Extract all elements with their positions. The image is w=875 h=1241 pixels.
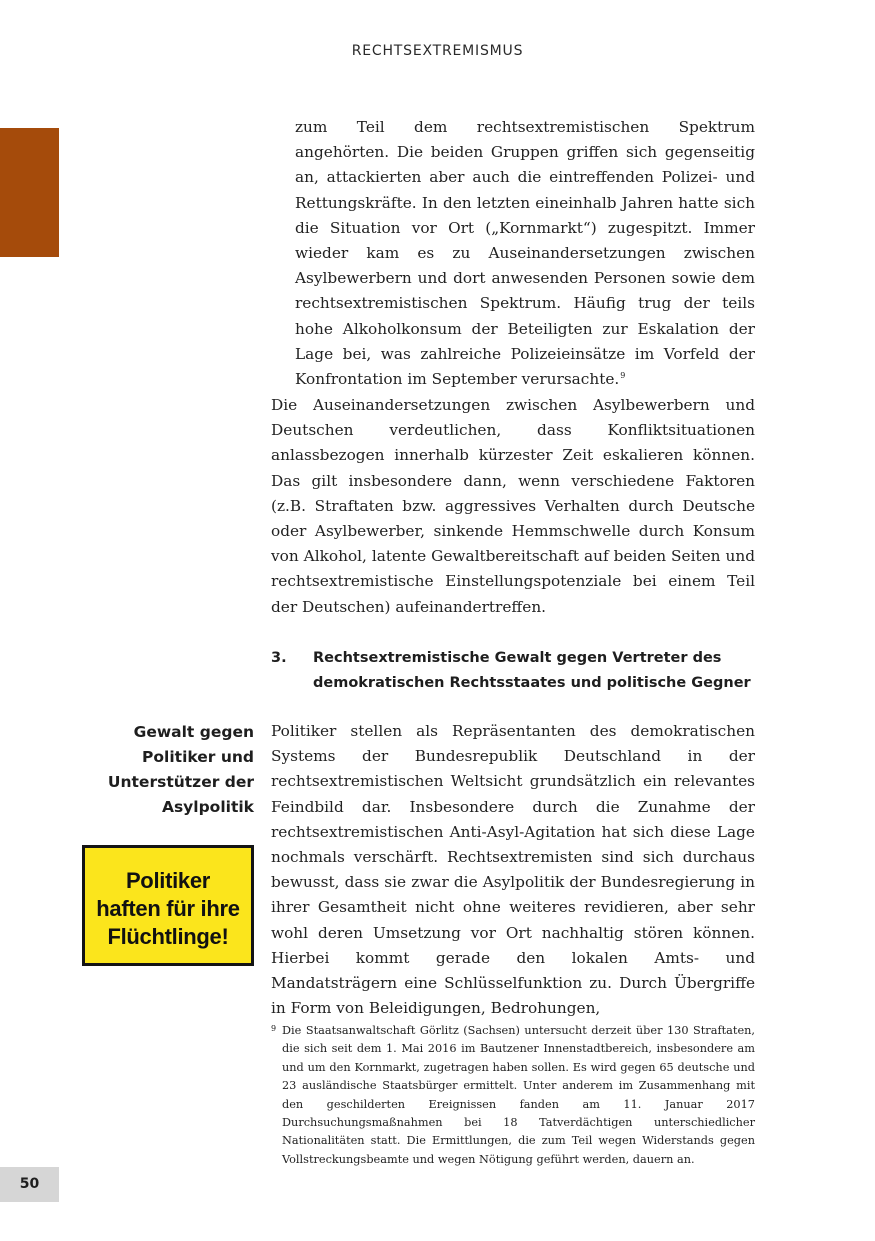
marginal-note-line: Politiker und: [142, 748, 254, 766]
marginal-note: [80, 720, 254, 820]
protest-sign-image: [82, 845, 254, 966]
body-paragraph-1: Die Auseinandersetzungen zwischen Asylbewerbern und Deutschen verdeutlichen, dass Konfliktsituationen anlassbezogen innerhalb kürzester Zeit eskalieren können. Das gilt insbesondere dann, wenn verschiedene Faktoren (z.B. Straftaten bzw. aggressives Verhalten durch Deutsche oder Asylbewerber, sinkende Hemmschwelle durch Konsum von Alkohol, latente Gewaltbereitschaft auf beiden Seiten und rechtsextremistische Einstellungspotenziale bei einem Teil der Deutschen) aufeinandertreffen.: [271, 396, 755, 616]
sign-line: Flüchtlinge!: [107, 924, 229, 949]
sign-line: haften für ihre: [96, 896, 240, 921]
running-header: RECHTSEXTREMISMUS: [351, 43, 524, 59]
marginal-note-line: Gewalt gegen: [133, 723, 254, 741]
sign-text: [87, 867, 249, 951]
sign-yellow-panel: [85, 848, 251, 963]
footnote-reference[interactable]: 9: [620, 371, 626, 381]
quote-text: zum Teil dem rechtsextremistischen Spektrum angehörten. Die beiden Gruppen griffen sich gegenseitig an, attackierten aber auch die eintreffenden Polizei- und Rettungskräfte. In den letzten eineinhalb Jahren hatte sich die Situation vor Ort („Kornmarkt“) zugespitzt. Immer wieder kam es zu Auseinandersetzungen zwischen Asylbewerbern und dort anwesenden Personen sowie dem rechtsextremistischen Spektrum. Häufig trug der teils hohe Alkoholkonsum der Beteiligten zur Eskalation der Lage bei, was zahlreiche Polizeieinsätze im Vorfeld der Konfrontation im September verursachte.: [295, 118, 755, 389]
footnote-text: Die Staatsanwaltschaft Görlitz (Sachsen) untersucht derzeit über 130 Straftaten, die sich seit dem 1. Mai 2016 im Bautzener Innenstadtbereich, insbesondere am und um den Kornmarkt, zugetragen haben sollen. Es wird gegen 65 deutsche und 23 ausländische Staatsbürger ermittelt. Unter anderem im Zusammenhang mit den geschilderten Ereignissen fanden am 11. Januar 2017 Durchsuchungsmaßnahmen bei 18 Tatverdächtigen unterschiedlicher Nationalitäten statt. Die Ermittlungen, die zum Teil wegen Widerstands gegen Vollstreckungsbeamte und wegen Nötigung geführt werden, dauern an.: [282, 1024, 755, 1166]
footnote-mark: 9: [271, 1024, 277, 1033]
page-number: 50: [0, 1167, 59, 1202]
chapter-color-tab: [0, 128, 59, 257]
footnote: [271, 1022, 755, 1169]
body-paragraph-2: Politiker stellen als Repräsentanten des demokratischen Systems der Bundesrepublik Deutschland in der rechtsextremistischen Weltsicht grundsätzlich ein relevantes Feindbild dar. Insbesondere durch die Zunahme der rechtsextremistischen Anti-Asyl-Agitation hat sich diese Lage nochmals verschärft. Rechtsextremisten sind sich durchaus bewusst, dass sie zwar die Asylpolitik der Bundesregierung in ihrer Gesamtheit nicht ohne weiteres revidieren, aber sehr wohl deren Umsetzung vor Ort nachhaltig stören können. Hierbei kommt gerade den lokalen Amts- und Mandatsträgern eine Schlüsselfunktion zu. Durch Übergriffe in Form von Beleidigungen, Bedrohungen,: [271, 722, 755, 1018]
section-title: Rechtsextremistische Gewalt gegen Vertreter des demokratischen Rechtsstaates und politische Gegner: [313, 650, 751, 691]
sign-line: Politiker: [125, 868, 211, 893]
section-heading: [271, 646, 755, 696]
marginal-note-line: Unterstützer der: [107, 773, 254, 791]
section-number: 3.: [271, 650, 287, 666]
indented-quote-paragraph: [295, 115, 755, 392]
marginal-note-line: Asylpolitik: [161, 798, 254, 816]
